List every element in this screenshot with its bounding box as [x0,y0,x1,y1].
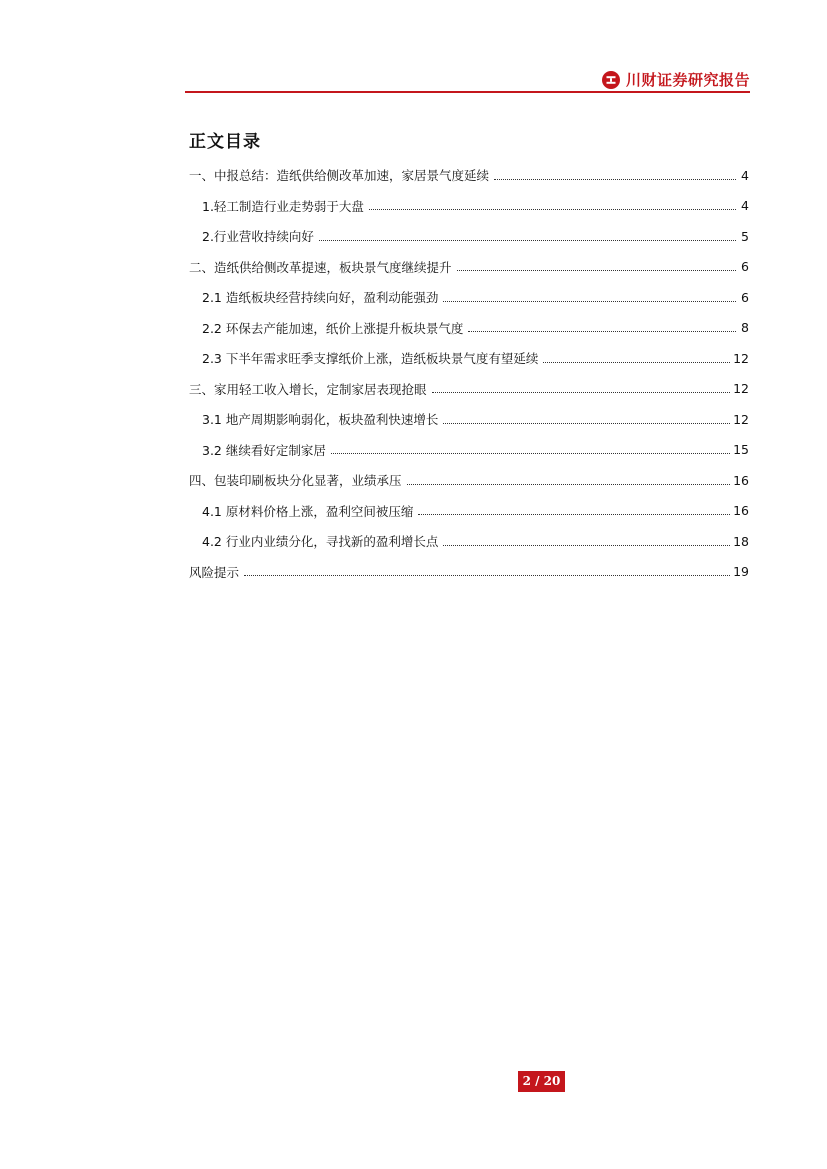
toc-entry-label: 二、造纸供给侧改革提速，板块景气度继续提升 [189,259,452,275]
dot-leader [543,348,730,363]
toc-entry-page: 4 [741,198,749,214]
dot-leader [457,256,736,271]
dot-leader [443,287,736,302]
toc-entry[interactable] [189,526,749,557]
toc-entry-page: 16 [733,503,749,519]
toc-entry[interactable] [189,374,749,405]
dot-leader [369,195,736,210]
header-brand [602,69,750,90]
page-indicator: 2 / 20 [518,1071,565,1092]
header-divider [185,91,750,93]
dot-leader [443,409,730,424]
dot-leader [432,378,731,393]
toc-entry-label: 2.2 环保去产能加速，纸价上涨提升板块景气度 [202,320,464,336]
toc-entry-page: 18 [733,533,749,549]
toc-entry-label: 2.1 造纸板块经营持续向好，盈利动能强劲 [202,290,439,306]
dot-leader [407,470,731,485]
toc-entry-label: 2.行业营收持续向好 [202,229,314,245]
toc-entry[interactable] [189,343,749,374]
toc-entry[interactable] [189,252,749,283]
toc-entry-page: 6 [741,289,749,305]
toc-entry[interactable] [189,435,749,466]
toc-entry-page: 12 [733,350,749,366]
toc-entry-page: 16 [733,472,749,488]
toc-entry[interactable] [189,313,749,344]
dot-leader [331,439,730,454]
dot-leader [494,165,736,180]
table-of-contents [189,160,749,587]
toc-entry-label: 一、中报总结：造纸供给侧改革加速，家居景气度延续 [189,168,490,184]
toc-entry[interactable] [189,465,749,496]
toc-title: 正文目录 [189,132,261,152]
toc-entry-label: 4.1 原材料价格上涨，盈利空间被压缩 [202,503,414,519]
toc-entry-page: 15 [733,442,749,458]
dot-leader [468,317,736,332]
toc-entry-page: 4 [741,167,749,183]
toc-entry[interactable] [189,191,749,222]
toc-entry-label: 四、包装印刷板块分化显著，业绩承压 [189,473,402,489]
toc-entry-page: 19 [733,564,749,580]
dot-leader [418,500,730,515]
toc-entry-page: 12 [733,411,749,427]
toc-entry[interactable] [189,404,749,435]
toc-entry-label: 三、家用轻工收入增长，定制家居表现抢眼 [189,381,427,397]
toc-entry[interactable] [189,160,749,191]
toc-entry-label: 3.1 地产周期影响弱化，板块盈利快速增长 [202,412,439,428]
toc-entry-label: 1.轻工制造行业走势弱于大盘 [202,198,364,214]
toc-entry[interactable] [189,496,749,527]
toc-entry-label: 3.2 继续看好定制家居 [202,442,326,458]
dot-leader [244,561,730,576]
chuancai-logo-icon [602,71,620,89]
toc-entry-label: 风险提示 [189,564,240,580]
dot-leader [443,531,730,546]
toc-entry[interactable] [189,557,749,588]
brand-name: 川财证券研究报告 [625,71,750,89]
toc-entry-label: 2.3 下半年需求旺季支撑纸价上涨，造纸板块景气度有望延续 [202,351,539,367]
dot-leader [319,226,736,241]
toc-entry-page: 12 [733,381,749,397]
toc-entry-label: 4.2 行业内业绩分化，寻找新的盈利增长点 [202,534,439,550]
toc-entry[interactable] [189,221,749,252]
toc-entry[interactable] [189,282,749,313]
toc-entry-page: 8 [741,320,749,336]
toc-entry-page: 6 [741,259,749,275]
toc-entry-page: 5 [741,228,749,244]
